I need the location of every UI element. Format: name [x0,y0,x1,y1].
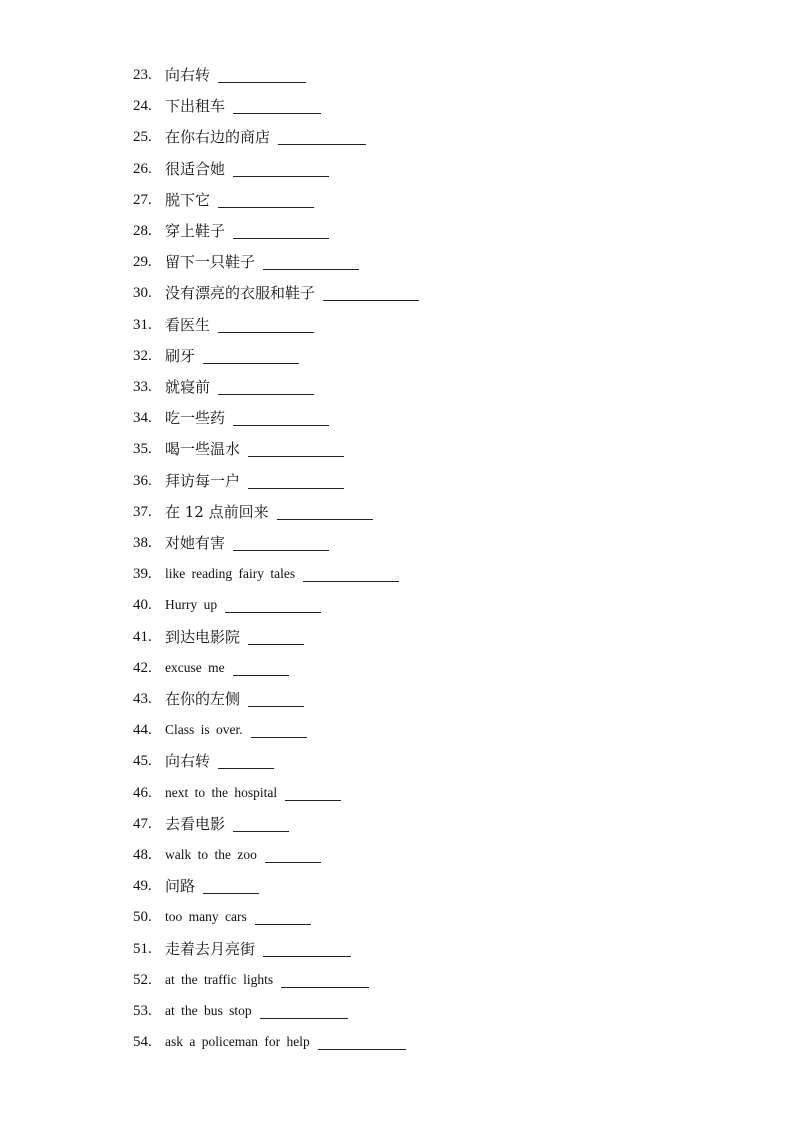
exercise-item [133,500,373,522]
answer-blank[interactable] [203,878,259,894]
item-number: 40. [133,597,152,614]
item-prompt: walk to the zoo [165,847,257,862]
answer-blank[interactable] [318,1034,406,1050]
item-number: 43. [133,691,152,707]
exercise-item [133,406,329,428]
exercise-item [133,250,359,272]
exercise-item [133,313,314,335]
item-prompt: 拜访每一户 [165,471,241,490]
item-number: 32. [133,347,152,364]
item-prompt: 留下一只鞋子 [165,253,256,272]
answer-blank[interactable] [263,254,359,270]
answer-blank[interactable] [285,785,341,801]
item-number: 25. [133,129,152,146]
answer-blank[interactable] [248,691,304,707]
item-number: 28. [133,223,152,239]
answer-blank[interactable] [260,1003,348,1019]
answer-blank[interactable] [233,223,329,239]
answer-blank[interactable] [218,753,274,769]
answer-blank[interactable] [233,535,329,551]
answer-blank[interactable] [218,192,314,208]
item-number: 51. [133,940,152,957]
item-prompt: 在 12 点前回来 [165,502,269,521]
item-number: 52. [133,971,152,988]
item-number: 35. [133,441,152,458]
answer-blank[interactable] [255,909,311,925]
item-prompt: 刷牙 [165,346,196,365]
exercise-item [133,562,399,584]
exercise-item [133,781,341,803]
exercise-item [133,157,329,179]
item-number: 30. [133,285,152,302]
item-number: 39. [133,566,152,583]
item-number: 42. [133,659,152,676]
item-number: 23. [133,67,152,83]
exercise-item [133,968,369,990]
exercise-item [133,812,289,834]
item-prompt: at the bus stop [165,1003,252,1018]
item-prompt: 对她有害 [165,534,226,552]
item-number: 26. [133,160,152,177]
item-prompt: 看医生 [165,315,211,334]
exercise-item [133,718,307,740]
item-number: 54. [133,1034,152,1051]
exercise-item [133,375,314,397]
item-number: 38. [133,535,152,551]
answer-blank[interactable] [277,504,373,520]
item-number: 24. [133,98,152,115]
exercise-item [133,999,348,1021]
answer-blank[interactable] [233,161,329,177]
exercise-item [133,687,304,709]
answer-blank[interactable] [248,473,344,489]
exercise-item [133,874,259,896]
item-prompt: too many cars [165,909,247,925]
answer-blank[interactable] [281,972,369,988]
item-number: 49. [133,878,152,895]
answer-blank[interactable] [218,317,314,333]
exercise-item [133,437,344,459]
answer-blank[interactable] [203,348,299,364]
item-prompt: 下出租车 [165,97,226,116]
item-number: 47. [133,815,152,832]
item-number: 27. [133,191,152,208]
answer-blank[interactable] [218,67,306,83]
exercise-item [133,656,289,678]
item-prompt: 在你的左侧 [165,690,241,708]
answer-blank[interactable] [225,597,321,613]
answer-blank[interactable] [233,816,289,832]
item-prompt: ask a policeman for help [165,1034,310,1050]
answer-blank[interactable] [263,941,351,957]
exercise-item [133,1030,406,1052]
item-number: 29. [133,254,152,271]
exercise-item [133,593,321,615]
exercise-item [133,937,351,959]
item-prompt: 就寝前 [165,378,211,396]
answer-blank[interactable] [265,847,321,863]
answer-blank[interactable] [323,285,419,301]
item-number: 44. [133,722,152,739]
item-prompt: 脱下它 [165,190,211,209]
answer-blank[interactable] [248,441,344,457]
item-number: 50. [133,909,152,926]
item-prompt: 吃一些药 [165,409,226,428]
exercise-item [133,531,329,553]
item-prompt: like reading fairy tales [165,566,296,582]
item-number: 37. [133,503,152,520]
item-number: 48. [133,847,152,863]
item-prompt: Class is over. [165,722,243,738]
exercise-item [133,94,321,116]
item-number: 36. [133,472,152,489]
exercise-item [133,344,299,366]
item-prompt: 没有漂亮的衣服和鞋子 [165,284,316,303]
item-prompt: 喝一些温水 [165,440,241,459]
item-prompt: Hurry up [165,597,218,613]
exercise-item [133,843,321,865]
item-prompt: 穿上鞋子 [165,222,226,240]
item-number: 33. [133,379,152,395]
item-prompt: 向右转 [165,66,211,84]
item-number: 41. [133,628,152,645]
answer-blank[interactable] [233,660,289,676]
exercise-item [133,188,314,210]
answer-blank[interactable] [218,379,314,395]
exercise-item [133,905,311,927]
exercise-item [133,625,304,647]
exercise-item [133,63,306,85]
answer-blank[interactable] [248,629,304,645]
answer-blank[interactable] [233,410,329,426]
item-number: 45. [133,753,152,770]
item-prompt: next to the hospital [165,784,278,800]
item-prompt: 问路 [165,877,196,896]
item-number: 31. [133,316,152,333]
item-prompt: 在你右边的商店 [165,128,271,147]
answer-blank[interactable] [233,98,321,114]
exercise-item [133,281,419,303]
item-prompt: at the traffic lights [165,971,274,987]
answer-blank[interactable] [251,722,307,738]
item-prompt: 到达电影院 [165,627,241,646]
item-prompt: excuse me [165,659,225,675]
item-number: 34. [133,410,152,427]
exercise-item [133,219,329,241]
exercise-item [133,749,274,771]
item-prompt: 向右转 [165,752,211,771]
exercise-item [133,125,366,147]
item-prompt: 去看电影 [165,814,226,833]
item-number: 46. [133,784,152,801]
answer-blank[interactable] [303,566,399,582]
exercise-item [133,469,344,491]
item-number: 53. [133,1003,152,1019]
item-prompt: 很适合她 [165,159,226,178]
answer-blank[interactable] [278,129,366,145]
item-prompt: 走着去月亮街 [165,939,256,958]
